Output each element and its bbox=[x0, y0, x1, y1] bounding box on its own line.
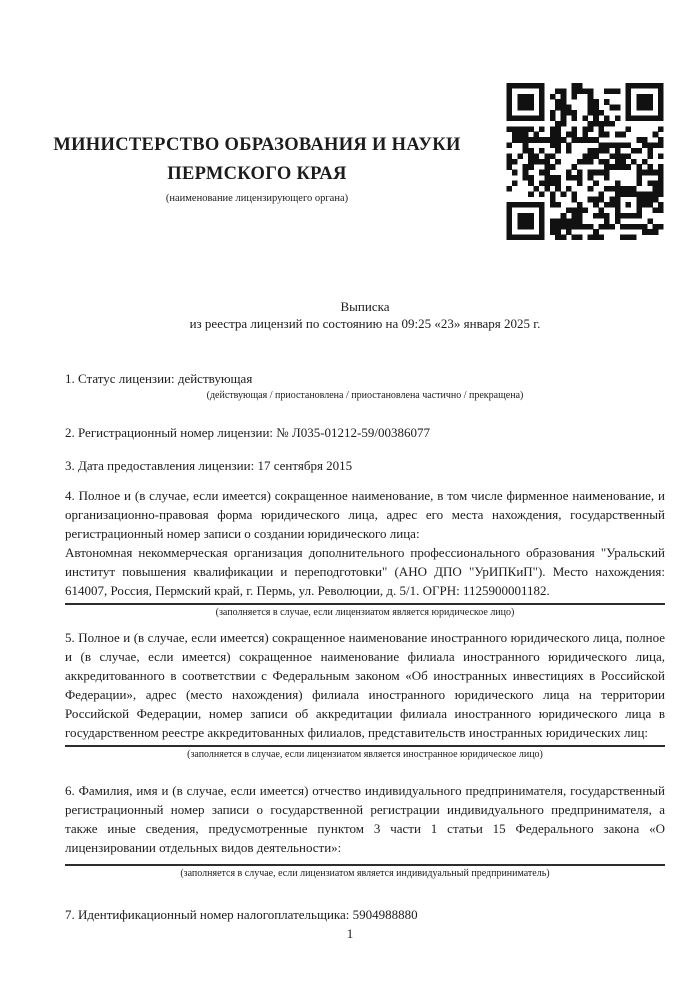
fill-in-line-entrepreneur bbox=[65, 864, 665, 866]
item-5-foreign-entity-heading: 5. Полное и (в случае, если имеется) сокращенное наименование иностранного юридического лица, полное и (в случае, если имеется) сокращенное наименование филиала иностранного юридического лица, аккредитованного в соответствии с Федеральным законом «Об иностранных инвестициях в Российской Федерации», адрес (место нахождения) филиала иностранного юридического лица на территории Российской Федерации, номер записи об аккредитации филиала иностранного юридического лица в государственном реестре аккредитованных филиалов, представительств иностранных юридических лиц: bbox=[65, 630, 665, 740]
ministry-name-line1: МИНИСТЕРСТВО ОБРАЗОВАНИЯ И НАУКИ bbox=[53, 135, 461, 155]
item-4-legal-entity-value: Автономная некоммерческая организация дополнительного профессионального образования "Уральский институт повышения квалификации и переподготовки" (АНО ДПО "УрИПКиП"). Место нахождения: 614007, Россия, Пермский край, г. Пермь, ул. Революции, д. 5/1. ОГРН: 1125900001182. bbox=[65, 545, 665, 598]
item-1-license-status: 1. Статус лицензии: действующая bbox=[65, 371, 253, 386]
fill-in-line-legal-entity bbox=[65, 603, 665, 605]
item-5-caption: (заполняется в случае, если лицензиатом является иностранное юридическое лицо) bbox=[187, 749, 543, 760]
item-7-taxpayer-number: 7. Идентификационный номер налогоплательщика: 5904988880 bbox=[65, 907, 418, 922]
document-body bbox=[65, 298, 665, 924]
qr-code-icon bbox=[505, 83, 665, 240]
ministry-subtitle: (наименование лицензирующего органа) bbox=[165, 193, 349, 204]
document-title-line2: из реестра лицензий по состоянию на 09:25 «23» января 2025 г. bbox=[189, 316, 541, 331]
item-3-grant-date: 3. Дата предоставления лицензии: 17 сентября 2015 bbox=[65, 458, 353, 473]
item-6-caption: (заполняется в случае, если лицензиатом является индивидуальный предприниматель) bbox=[180, 868, 550, 879]
item-2-registration-number: 2. Регистрационный номер лицензии: № Л035-01212-59/00386077 bbox=[65, 425, 431, 440]
document-title-line1: Выписка bbox=[340, 299, 390, 314]
fill-in-line-foreign-entity bbox=[65, 745, 665, 747]
item-1-caption: (действующая / приостановлена / приостановлена частично / прекращена) bbox=[206, 390, 524, 401]
ministry-name-line2: ПЕРМСКОГО КРАЯ bbox=[167, 164, 347, 184]
licensing-authority-header bbox=[28, 131, 486, 205]
item-4-legal-entity-heading: 4. Полное и (в случае, если имеется) сокращенное наименование, в том числе фирменное наименование, и организационно-правовая форма юридического лица, адрес его места нахождения, государственный регистрационный номер записи о создании юридического лица: bbox=[65, 488, 665, 541]
item-4-caption: (заполняется в случае, если лицензиатом является юридическое лицо) bbox=[215, 607, 515, 618]
page-number: 1 bbox=[346, 926, 354, 941]
item-6-entrepreneur-heading: 6. Фамилия, имя и (в случае, если имеется) отчество индивидуального предпринимателя, государственный регистрационный номер записи о государственной регистрации индивидуального предпринимателя, а также иные сведения, предусмотренные пунктом 3 части 1 статьи 15 Федерального закона «О лицензировании отдельных видов деятельности»: bbox=[65, 783, 665, 855]
document-title bbox=[65, 298, 665, 332]
